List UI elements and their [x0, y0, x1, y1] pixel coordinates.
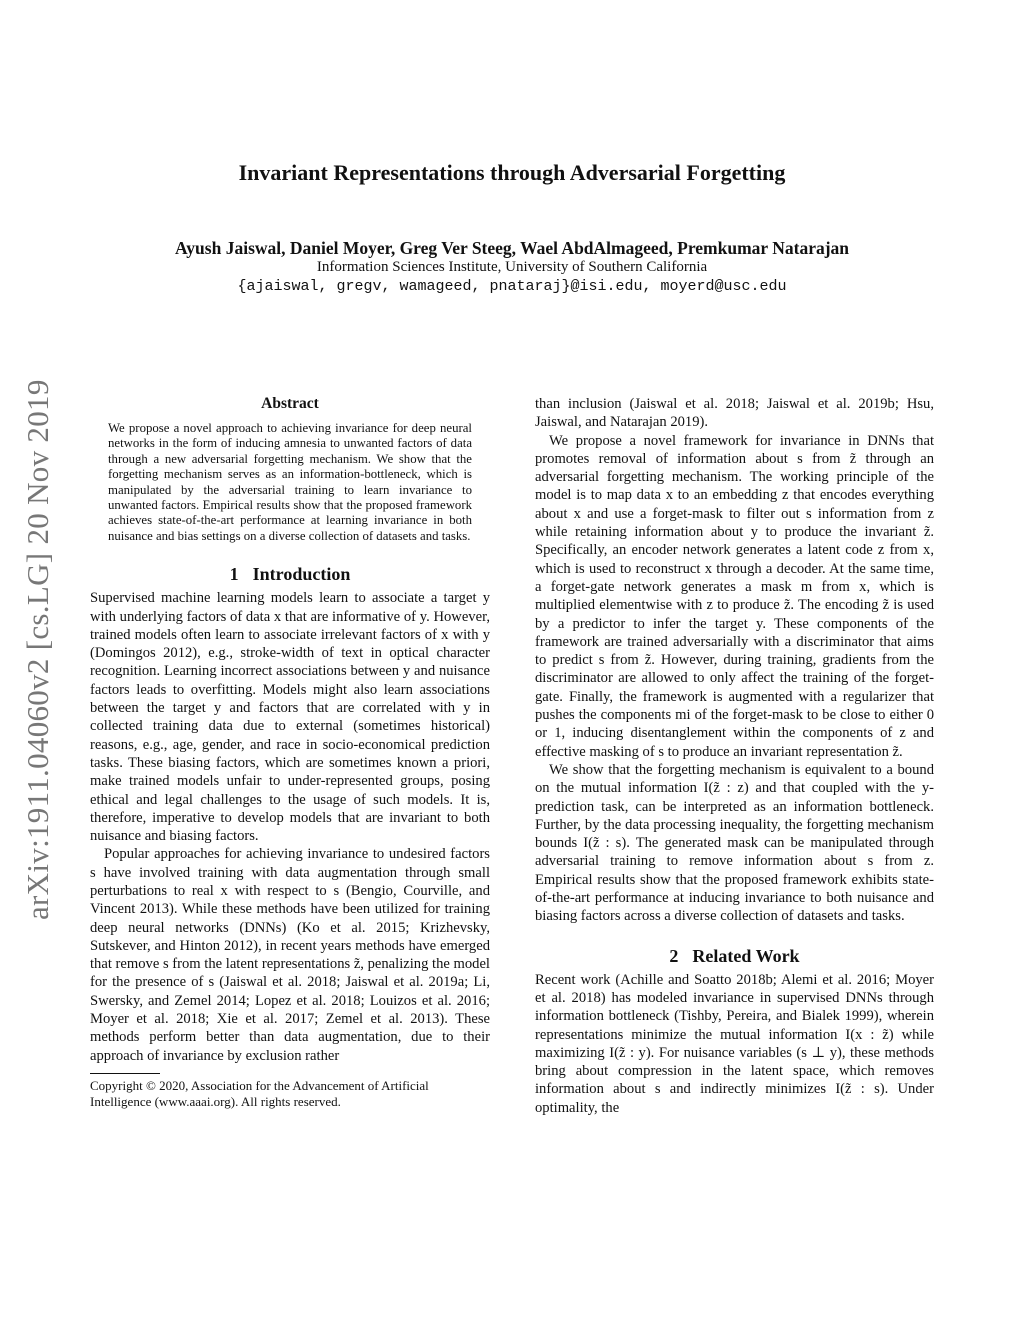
- arxiv-identifier: arXiv:1911.04060v2 [cs.LG] 20 Nov 2019: [20, 379, 55, 920]
- paper-title: Invariant Representations through Adversarial Forgetting: [238, 160, 786, 185]
- footnote-rule: [90, 1073, 160, 1074]
- author-list: Ayush Jaiswal, Daniel Moyer, Greg Ver Steeg, Wael AbdAlmageed, Premkumar Natarajan: [174, 238, 850, 258]
- left-column: [90, 395, 490, 1110]
- intro-paragraph-1: Supervised machine learning models learn to associate a target y with underlying factors of data x that are informative of y. However, trained models often learn to associate irrelevant factors of x with y (Domingos 2012), e.g., stroke-width of text in optical character recognition. Learning incorrect associations between y and nuisance factors leads to overfitting. Models might also learn associations between the target y and factors that are correlated with y in collected training data due to external (sometimes historical) reasons, e.g., age, gender, and race in socio-economical prediction tasks. These biasing factors, which are sometimes known a priori, make trained models unfair to under-represented groups, posing ethical and legal challenges to the usage of such models. It is, therefore, imperative to develop models that are invariant to both nuisance and biasing factors.: [90, 590, 490, 845]
- section-number: 1: [229, 564, 239, 585]
- author-emails: {ajaiswal, gregv, wamageed, pnataraj}@isi.edu, moyerd@usc.edu: [237, 278, 787, 295]
- section-heading-introduction: [90, 564, 490, 585]
- abstract-heading: Abstract: [261, 395, 319, 412]
- section-title: Introduction: [252, 564, 351, 585]
- section-title: Related Work: [692, 945, 800, 966]
- copyright-footnote: Copyright © 2020, Association for the Advancement of Artificial Intelligence (www.aaai.org). All rights reserved.: [90, 1077, 429, 1109]
- section-number: 2: [669, 945, 679, 966]
- affiliation: Information Sciences Institute, University of Southern California: [316, 259, 708, 275]
- abstract-text: We propose a novel approach to achieving invariance for deep neural networks in the form of inducing amnesia to unwanted factors of data through a new adversarial forgetting mechanism. We show that the forgetting mechanism serves as an information-bottleneck, which is manipulated by the adversarial training to learn invariance to unwanted factors. Empirical results show that the proposed framework achieves state-of-the-art performance at learning invariance in both nuisance and bias settings on a diverse collection of datasets and tasks.: [108, 421, 472, 543]
- intro-paragraph-2-continued: than inclusion (Jaiswal et al. 2018; Jaiswal et al. 2019b; Hsu, Jaiswal, and Natarajan 2019).: [535, 396, 934, 431]
- right-column: [535, 395, 934, 1117]
- section-heading-related-work: [535, 946, 934, 967]
- intro-paragraph-2: Popular approaches for achieving invariance to undesired factors s have involved training with data augmentation through small perturbations to real x with respect to s (Bengio, Courville, and Vincent 2013). While these methods have been utilized for training deep neural networks (DNNs) (Ko et al. 2015; Krizhevsky, Sutskever, and Hinton 2012), in recent years methods have emerged that remove s from the latent representations z̃, penalizing the model for the presence of s (Jaiswal et al. 2018; Jaiswal et al. 2019a; Li, Swersky, and Zemel 2014; Lopez et al. 2018; Louizos et al. 2016; Moyer et al. 2018; Xie et al. 2017; Zemel et al. 2013). These methods perform better than data augmentation, due to their approach of invariance by exclusion rather: [90, 846, 490, 1064]
- intro-paragraph-4: We show that the forgetting mechanism is equivalent to a bound on the mutual information I(z̃ : z) and that coupled with the y-prediction task, can be interpreted as an information bottleneck. Further, by the data processing inequality, the forgetting mechanism bounds I(z̃ : s). The generated mask can be manipulated through adversarial training to remove information about s from z. Empirical results show that the proposed framework exhibits state-of-the-art performance at inducing invariance to both nuisance and biasing factors across a diverse collection of datasets and tasks.: [535, 761, 934, 925]
- intro-paragraph-3: We propose a novel framework for invariance in DNNs that promotes removal of information about s from z̃ through an adversarial forgetting mechanism. The working principle of the model is to map data x to an embedding z that encodes everything about x and use a forget-mask to filter out s information from z while retaining information about y to produce the invariant z̃. Specifically, an encoder network generates a latent code z from x, which is used to reconstruct x through a decoder. At the same time, a forget-gate network generates a mask m from x, which is multiplied elementwise with z to produce z̃. The encoding z̃ is used by a predictor to infer the target y. These components of the framework are trained adversarially with a discriminator that aims to predict s from z̃. However, during training, gradients from the discriminator are allowed to only affect the training of the forget-gate. Finally, the framework is augmented with a regularizer that pushes the components mi of the forget-mask to be close to either 0 or 1, inducing disentanglement within the components of z and effective masking of s to produce an invariant representation z̃.: [535, 432, 934, 760]
- related-work-paragraph-1: Recent work (Achille and Soatto 2018b; Alemi et al. 2016; Moyer et al. 2018) has modeled invariance in supervised DNNs through information bottleneck (Tishby, Pereira, and Bialek 1999), wherein representations minimize the mutual information I(x : z̃) while maximizing I(z̃ : y). For nuisance variables (s ⊥ y), these methods bring about compression in the latent space, which removes information about s and indirectly minimizes I(z̃ : s). Under optimality, the: [535, 971, 934, 1116]
